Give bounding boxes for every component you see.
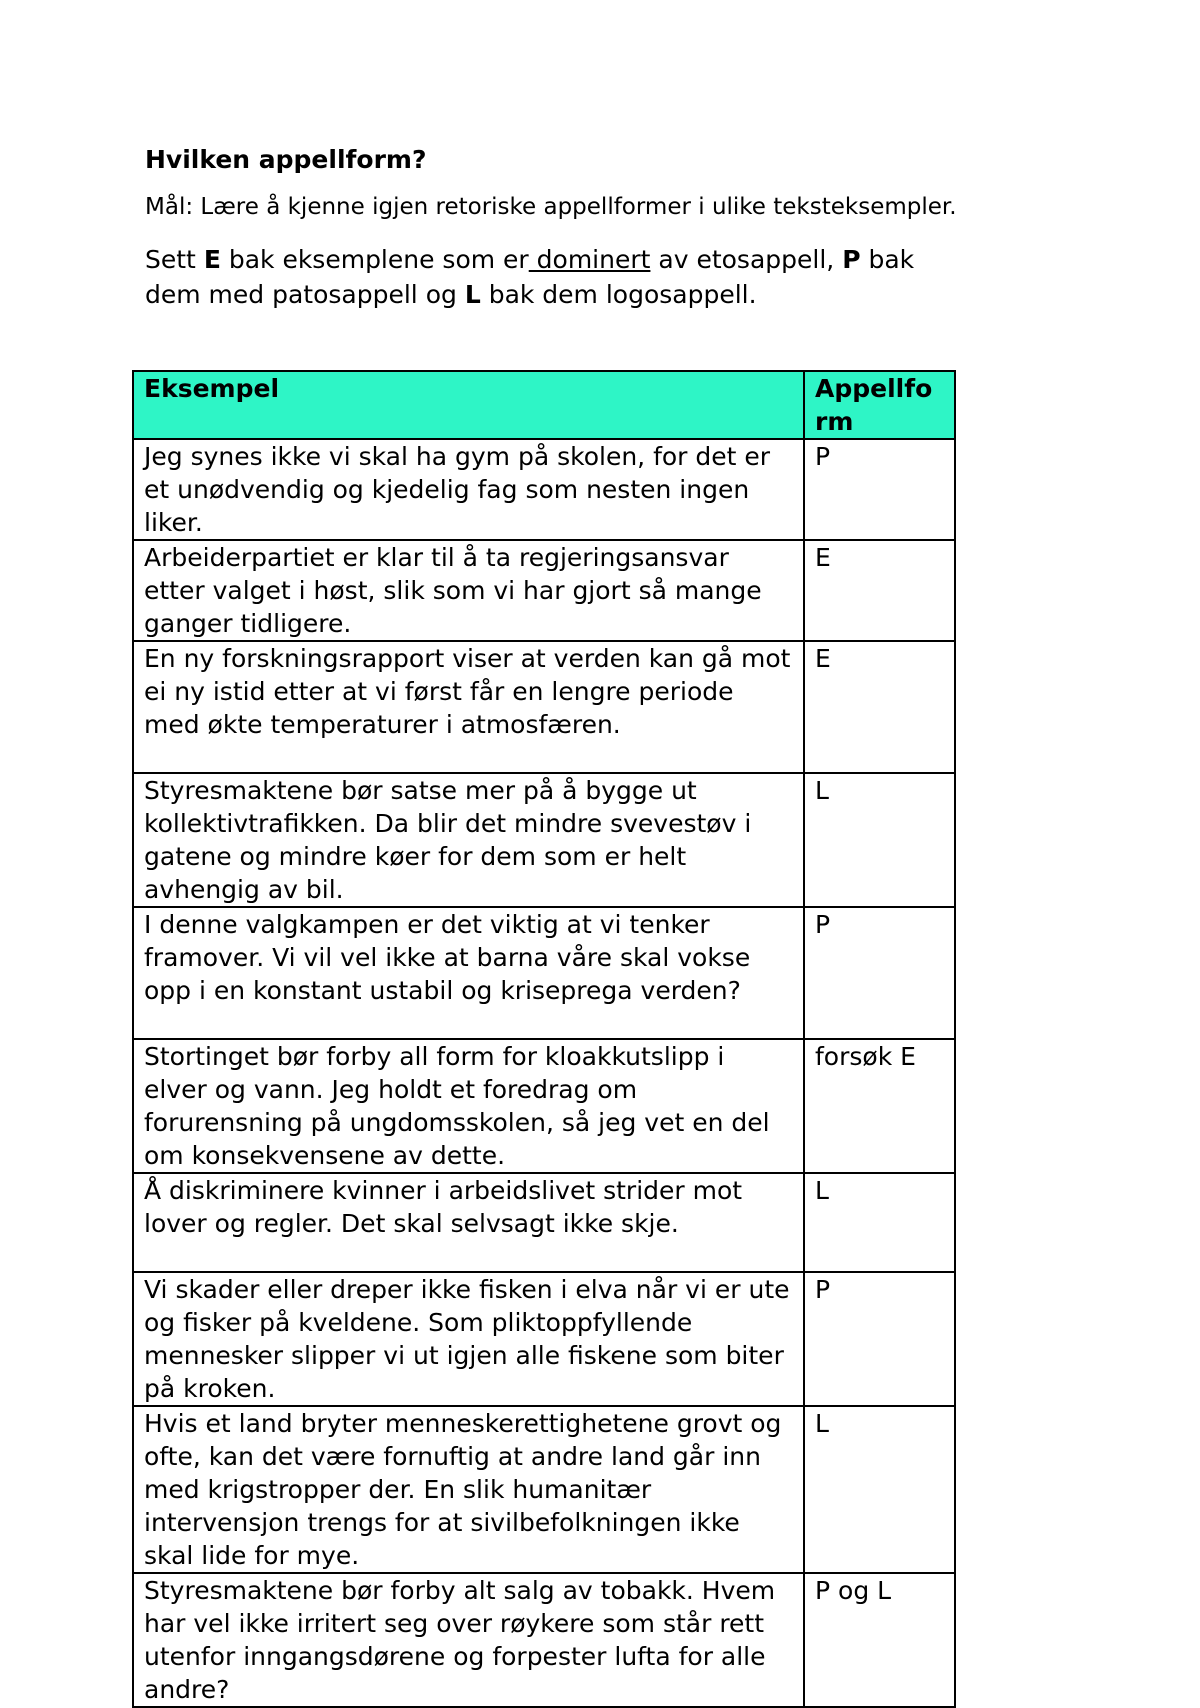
examples-table bbox=[132, 370, 956, 1708]
table-row bbox=[133, 1406, 955, 1573]
table-row bbox=[133, 439, 955, 540]
appeal-form-cell: L bbox=[804, 773, 955, 907]
example-cell: Styresmaktene bør satse mer på å bygge ut kollektivtrafikken. Da blir det mindre svevestøv i gatene og mindre køer for dem som er helt avhengig av bil. bbox=[133, 773, 804, 907]
appeal-form-cell: E bbox=[804, 641, 955, 773]
instructions-text: bak dem logosappell. bbox=[480, 280, 757, 309]
example-cell: Arbeiderpartiet er klar til å ta regjeringsansvar etter valget i høst, slik som vi har gjort så mange ganger tidligere. bbox=[133, 540, 804, 641]
instructions-line-1 bbox=[145, 242, 1045, 277]
instructions-text: bak eksemplene som er bbox=[220, 245, 529, 274]
instructions-line-2 bbox=[145, 277, 1045, 312]
letter-e: E bbox=[203, 245, 221, 274]
table-row bbox=[133, 773, 955, 907]
appeal-form-cell: P bbox=[804, 439, 955, 540]
table-row bbox=[133, 1272, 955, 1406]
appeal-form-cell: P bbox=[804, 907, 955, 1039]
table-row bbox=[133, 1173, 955, 1272]
table-row bbox=[133, 641, 955, 773]
table-row bbox=[133, 1039, 955, 1173]
example-cell: Å diskriminere kvinner i arbeidslivet strider mot lover og regler. Det skal selvsagt ikke skje. bbox=[133, 1173, 804, 1272]
appeal-form-cell: L bbox=[804, 1173, 955, 1272]
underlined-word: dominert bbox=[528, 245, 651, 274]
instructions-text: av etosappell, bbox=[650, 245, 843, 274]
example-cell: Vi skader eller dreper ikke fisken i elva når vi er ute og fisker på kveldene. Som pliktoppfyllende mennesker slipper vi ut igjen alle fiskene som biter på kroken. bbox=[133, 1272, 804, 1406]
letter-l: L bbox=[464, 280, 481, 309]
instructions-text: dem med patosappell og bbox=[145, 280, 465, 309]
example-cell: Stortinget bør forby all form for kloakkutslipp i elver og vann. Jeg holdt et foredrag om forurensning på ungdomsskolen, så jeg vet en del om konsekvensene av dette. bbox=[133, 1039, 804, 1173]
table-body bbox=[133, 439, 955, 1707]
appeal-form-cell: P bbox=[804, 1272, 955, 1406]
example-cell: En ny forskningsrapport viser at verden kan gå mot ei ny istid etter at vi først får en lengre periode med økte temperaturer i atmosfæren. bbox=[133, 641, 804, 773]
example-cell: Styresmaktene bør forby alt salg av tobakk. Hvem har vel ikke irritert seg over røykere som står rett utenfor inngangsdørene og forpester lufta for alle andre? bbox=[133, 1573, 804, 1707]
letter-p: P bbox=[842, 245, 861, 274]
example-cell: I denne valgkampen er det viktig at vi tenker framover. Vi vil vel ikke at barna våre skal vokse opp i en konstant ustabil og kriseprega verden? bbox=[133, 907, 804, 1039]
header-appeal-form: Appellform bbox=[804, 371, 955, 439]
appeal-form-cell: E bbox=[804, 540, 955, 641]
example-cell: Hvis et land bryter menneskerettighetene grovt og ofte, kan det være fornuftig at andre land går inn med krigstropper der. En slik humanitær intervensjon trengs for at sivilbefolkningen ikke skal lide for mye. bbox=[133, 1406, 804, 1573]
instructions bbox=[145, 242, 1045, 312]
appeal-form-cell: L bbox=[804, 1406, 955, 1573]
table-row bbox=[133, 907, 955, 1039]
table-row bbox=[133, 540, 955, 641]
table-header-row bbox=[133, 371, 955, 439]
instructions-text: bak bbox=[860, 245, 915, 274]
example-cell: Jeg synes ikke vi skal ha gym på skolen, for det er et unødvendig og kjedelig fag som nesten ingen liker. bbox=[133, 439, 804, 540]
table-row bbox=[133, 1573, 955, 1707]
goal-text: Mål: Lære å kjenne igjen retoriske appellformer i ulike teksteksempler. bbox=[145, 194, 957, 220]
appeal-form-cell: P og L bbox=[804, 1573, 955, 1707]
instructions-text: Sett bbox=[145, 245, 204, 274]
appeal-form-cell: forsøk E bbox=[804, 1039, 955, 1173]
page-title: Hvilken appellform? bbox=[145, 145, 427, 174]
header-example: Eksempel bbox=[133, 371, 804, 439]
